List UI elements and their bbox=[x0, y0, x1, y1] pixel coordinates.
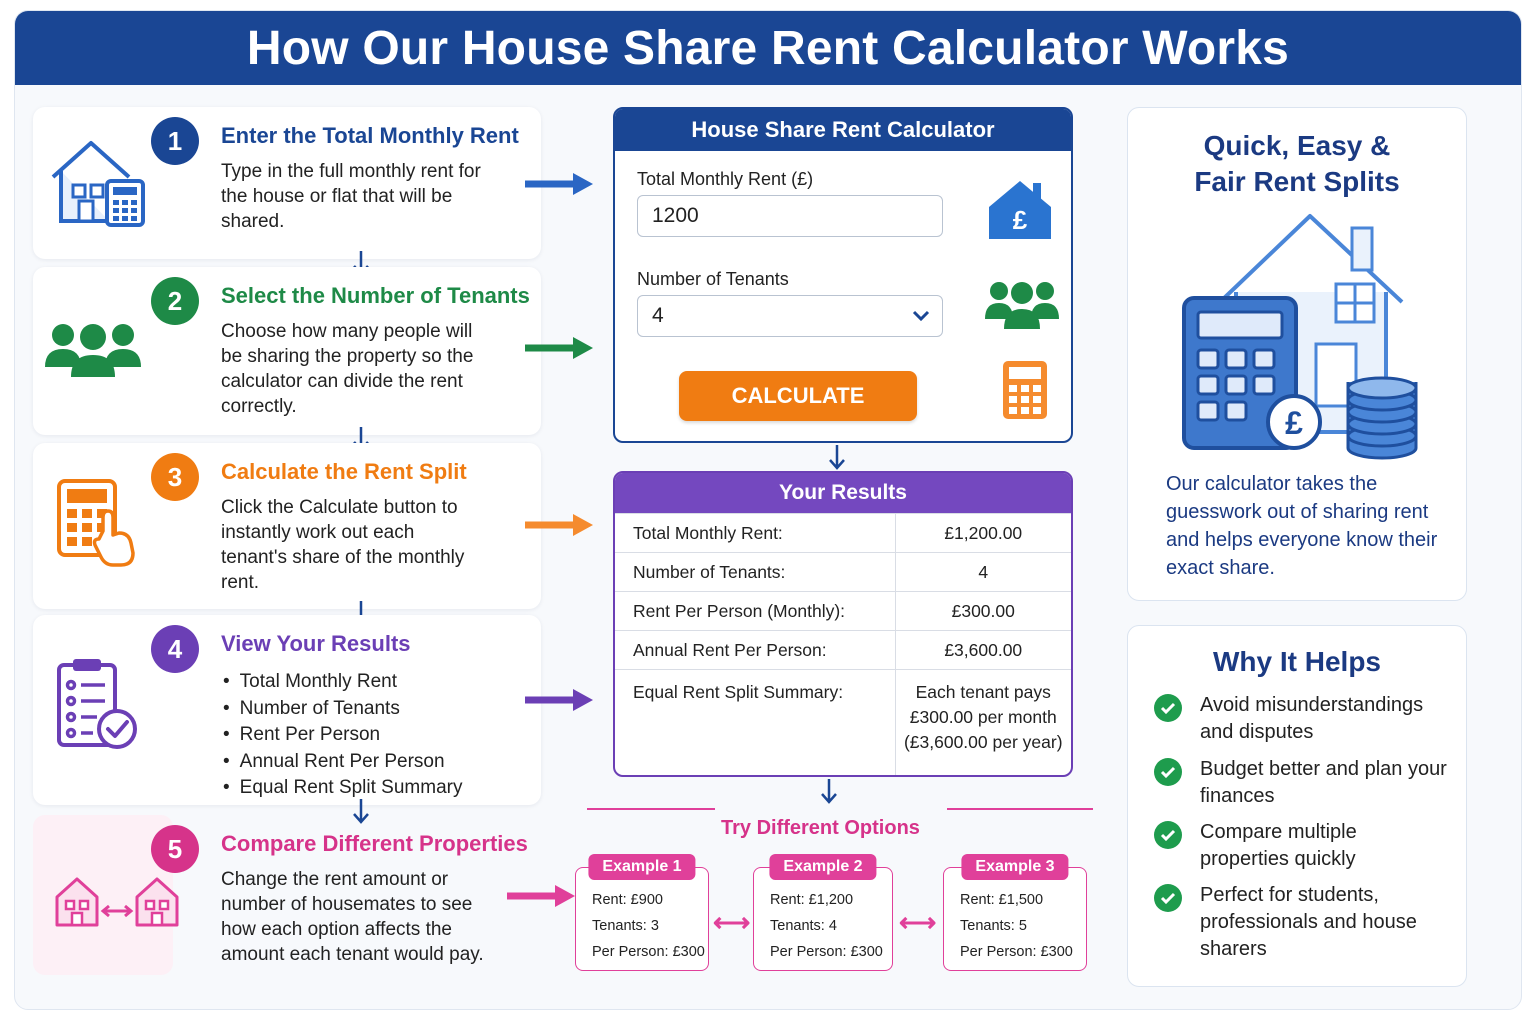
example-tag: Example 3 bbox=[961, 854, 1068, 880]
table-row bbox=[615, 592, 1071, 631]
list-item: • Number of Tenants bbox=[223, 696, 462, 723]
example-rent: Rent: £900 bbox=[592, 892, 663, 908]
right-arrow-icon bbox=[525, 512, 595, 538]
why-item-text: Compare multiple properties quickly bbox=[1200, 821, 1357, 870]
step-3-card bbox=[33, 443, 541, 609]
quick-panel-title-line2: Fair Rent Splits bbox=[1194, 166, 1400, 197]
list-item: • Equal Rent Split Summary bbox=[223, 775, 462, 802]
chevron-down-icon[interactable] bbox=[912, 310, 930, 322]
step-title: Enter the Total Monthly Rent bbox=[221, 123, 519, 148]
step-title: View Your Results bbox=[221, 631, 411, 656]
right-arrow-icon bbox=[525, 335, 595, 361]
divider bbox=[947, 808, 1093, 810]
why-panel-title: Why It Helps bbox=[1212, 646, 1381, 677]
example-tenants: Tenants: 5 bbox=[960, 918, 1027, 934]
table-row bbox=[615, 670, 1071, 778]
list-item: • Rent Per Person bbox=[223, 722, 462, 749]
results-card bbox=[613, 471, 1073, 777]
calculate-button[interactable]: CALCULATE bbox=[679, 371, 917, 421]
calculator-card bbox=[613, 107, 1073, 443]
coins-icon bbox=[1348, 378, 1416, 458]
tenants-select-value: 4 bbox=[652, 304, 664, 327]
result-value: 4 bbox=[895, 553, 1071, 592]
summary-line: (£3,600.00 per year) bbox=[903, 732, 1063, 752]
check-icon bbox=[1154, 821, 1182, 849]
step-title: Select the Number of Tenants bbox=[221, 283, 530, 308]
example-per-person: Per Person: £300 bbox=[592, 944, 705, 960]
step-title: Calculate the Rent Split bbox=[221, 459, 467, 484]
example-rent: Rent: £1,200 bbox=[770, 892, 854, 908]
result-label: Equal Rent Split Summary: bbox=[615, 670, 895, 778]
down-arrow-icon bbox=[827, 443, 847, 471]
rent-field-label: Total Monthly Rent (£) bbox=[637, 169, 814, 189]
why-item bbox=[1154, 819, 1450, 873]
result-label: Number of Tenants: bbox=[615, 553, 895, 592]
step-4-card bbox=[33, 615, 541, 805]
quick-panel-title-line1: Quick, Easy & bbox=[1203, 130, 1391, 161]
step-2-card bbox=[33, 267, 541, 435]
pound-symbol: £ bbox=[1285, 405, 1303, 441]
example-tenants: Tenants: 4 bbox=[770, 918, 837, 934]
tenants-field-label: Number of Tenants bbox=[637, 269, 789, 289]
step-number: 1 bbox=[151, 117, 199, 165]
step-5-card bbox=[33, 815, 541, 975]
step-number: 3 bbox=[151, 453, 199, 501]
calculator-icon bbox=[1001, 359, 1049, 421]
results-bullet-list bbox=[223, 669, 462, 802]
step-number: 2 bbox=[151, 277, 199, 325]
result-value: £300.00 bbox=[895, 592, 1071, 631]
down-arrow-icon bbox=[819, 777, 839, 805]
swap-arrow-icon: ⟷ bbox=[899, 907, 937, 937]
step-number: 4 bbox=[151, 625, 199, 673]
result-summary bbox=[895, 670, 1071, 778]
step-description: Type in the full monthly rent for the house or flat that will be shared. bbox=[221, 161, 481, 232]
why-item-text: Avoid misunderstandings and disputes bbox=[1200, 694, 1424, 743]
result-label: Total Monthly Rent: bbox=[615, 514, 895, 553]
summary-line: Each tenant pays bbox=[915, 682, 1051, 702]
step-description: Choose how many people will be sharing the property so the calculator can divide the rent correctly. bbox=[221, 321, 474, 417]
why-item-text: Perfect for students, professionals and house sharers bbox=[1200, 884, 1417, 960]
quick-panel-text: Our calculator takes the guesswork out of sharing rent and helps everyone know their exact share. bbox=[1166, 473, 1438, 579]
swap-arrow-icon: ⟷ bbox=[713, 907, 751, 937]
example-per-person: Per Person: £300 bbox=[770, 944, 883, 960]
step-1-card bbox=[33, 107, 541, 259]
people-icon bbox=[45, 317, 141, 381]
table-row bbox=[615, 631, 1071, 670]
why-item bbox=[1154, 692, 1450, 746]
results-table bbox=[615, 513, 1071, 777]
result-value: £1,200.00 bbox=[895, 514, 1071, 553]
why-item bbox=[1154, 756, 1450, 810]
right-arrow-icon bbox=[525, 687, 595, 713]
why-item bbox=[1154, 882, 1450, 963]
step-number: 5 bbox=[151, 825, 199, 873]
calculator-title: House Share Rent Calculator bbox=[615, 109, 1071, 151]
why-panel bbox=[1127, 625, 1467, 987]
right-arrow-icon bbox=[525, 171, 595, 197]
try-options-title: Try Different Options bbox=[721, 817, 920, 839]
house-pound-icon bbox=[985, 177, 1055, 241]
check-icon bbox=[1154, 884, 1182, 912]
step-title: Compare Different Properties bbox=[221, 831, 528, 856]
calculator-hand-icon bbox=[57, 477, 137, 569]
list-item: • Total Monthly Rent bbox=[223, 669, 462, 696]
result-label: Rent Per Person (Monthly): bbox=[615, 592, 895, 631]
houses-compare-icon bbox=[53, 873, 183, 929]
table-row bbox=[615, 514, 1071, 553]
clipboard-check-icon bbox=[55, 655, 141, 751]
example-card[interactable] bbox=[575, 858, 709, 971]
header-banner bbox=[15, 11, 1521, 85]
why-item-text: Budget better and plan your finances bbox=[1200, 758, 1447, 807]
house-calculator-coins-icon bbox=[1180, 212, 1420, 462]
example-per-person: Per Person: £300 bbox=[960, 944, 1073, 960]
example-card[interactable] bbox=[943, 858, 1087, 971]
table-row bbox=[615, 553, 1071, 592]
pound-symbol: £ bbox=[1012, 205, 1028, 235]
example-tag: Example 1 bbox=[588, 854, 695, 880]
people-icon bbox=[985, 277, 1059, 331]
infographic-frame bbox=[14, 10, 1522, 1010]
summary-line: £300.00 per month bbox=[909, 707, 1057, 727]
rent-input[interactable]: 1200 bbox=[637, 195, 943, 237]
example-rent: Rent: £1,500 bbox=[960, 892, 1044, 908]
right-arrow-icon bbox=[507, 883, 577, 909]
list-item: • Annual Rent Per Person bbox=[223, 749, 462, 776]
result-label: Annual Rent Per Person: bbox=[615, 631, 895, 670]
check-icon bbox=[1154, 694, 1182, 722]
result-value: £3,600.00 bbox=[895, 631, 1071, 670]
check-icon bbox=[1154, 758, 1182, 786]
quick-panel bbox=[1127, 107, 1467, 601]
example-card[interactable] bbox=[753, 858, 893, 971]
house-calculator-icon bbox=[47, 137, 147, 229]
divider bbox=[587, 808, 715, 810]
results-title: Your Results bbox=[615, 473, 1071, 513]
step-description: Change the rent amount or number of housemates to see how each option affects the amount each tenant would pay. bbox=[221, 869, 484, 965]
tenants-select[interactable] bbox=[637, 295, 943, 337]
example-tag: Example 2 bbox=[769, 854, 876, 880]
example-tenants: Tenants: 3 bbox=[592, 918, 659, 934]
page-title: How Our House Share Rent Calculator Works bbox=[246, 21, 1290, 75]
step-description: Click the Calculate button to instantly work out each tenant's share of the monthly rent. bbox=[221, 497, 465, 593]
